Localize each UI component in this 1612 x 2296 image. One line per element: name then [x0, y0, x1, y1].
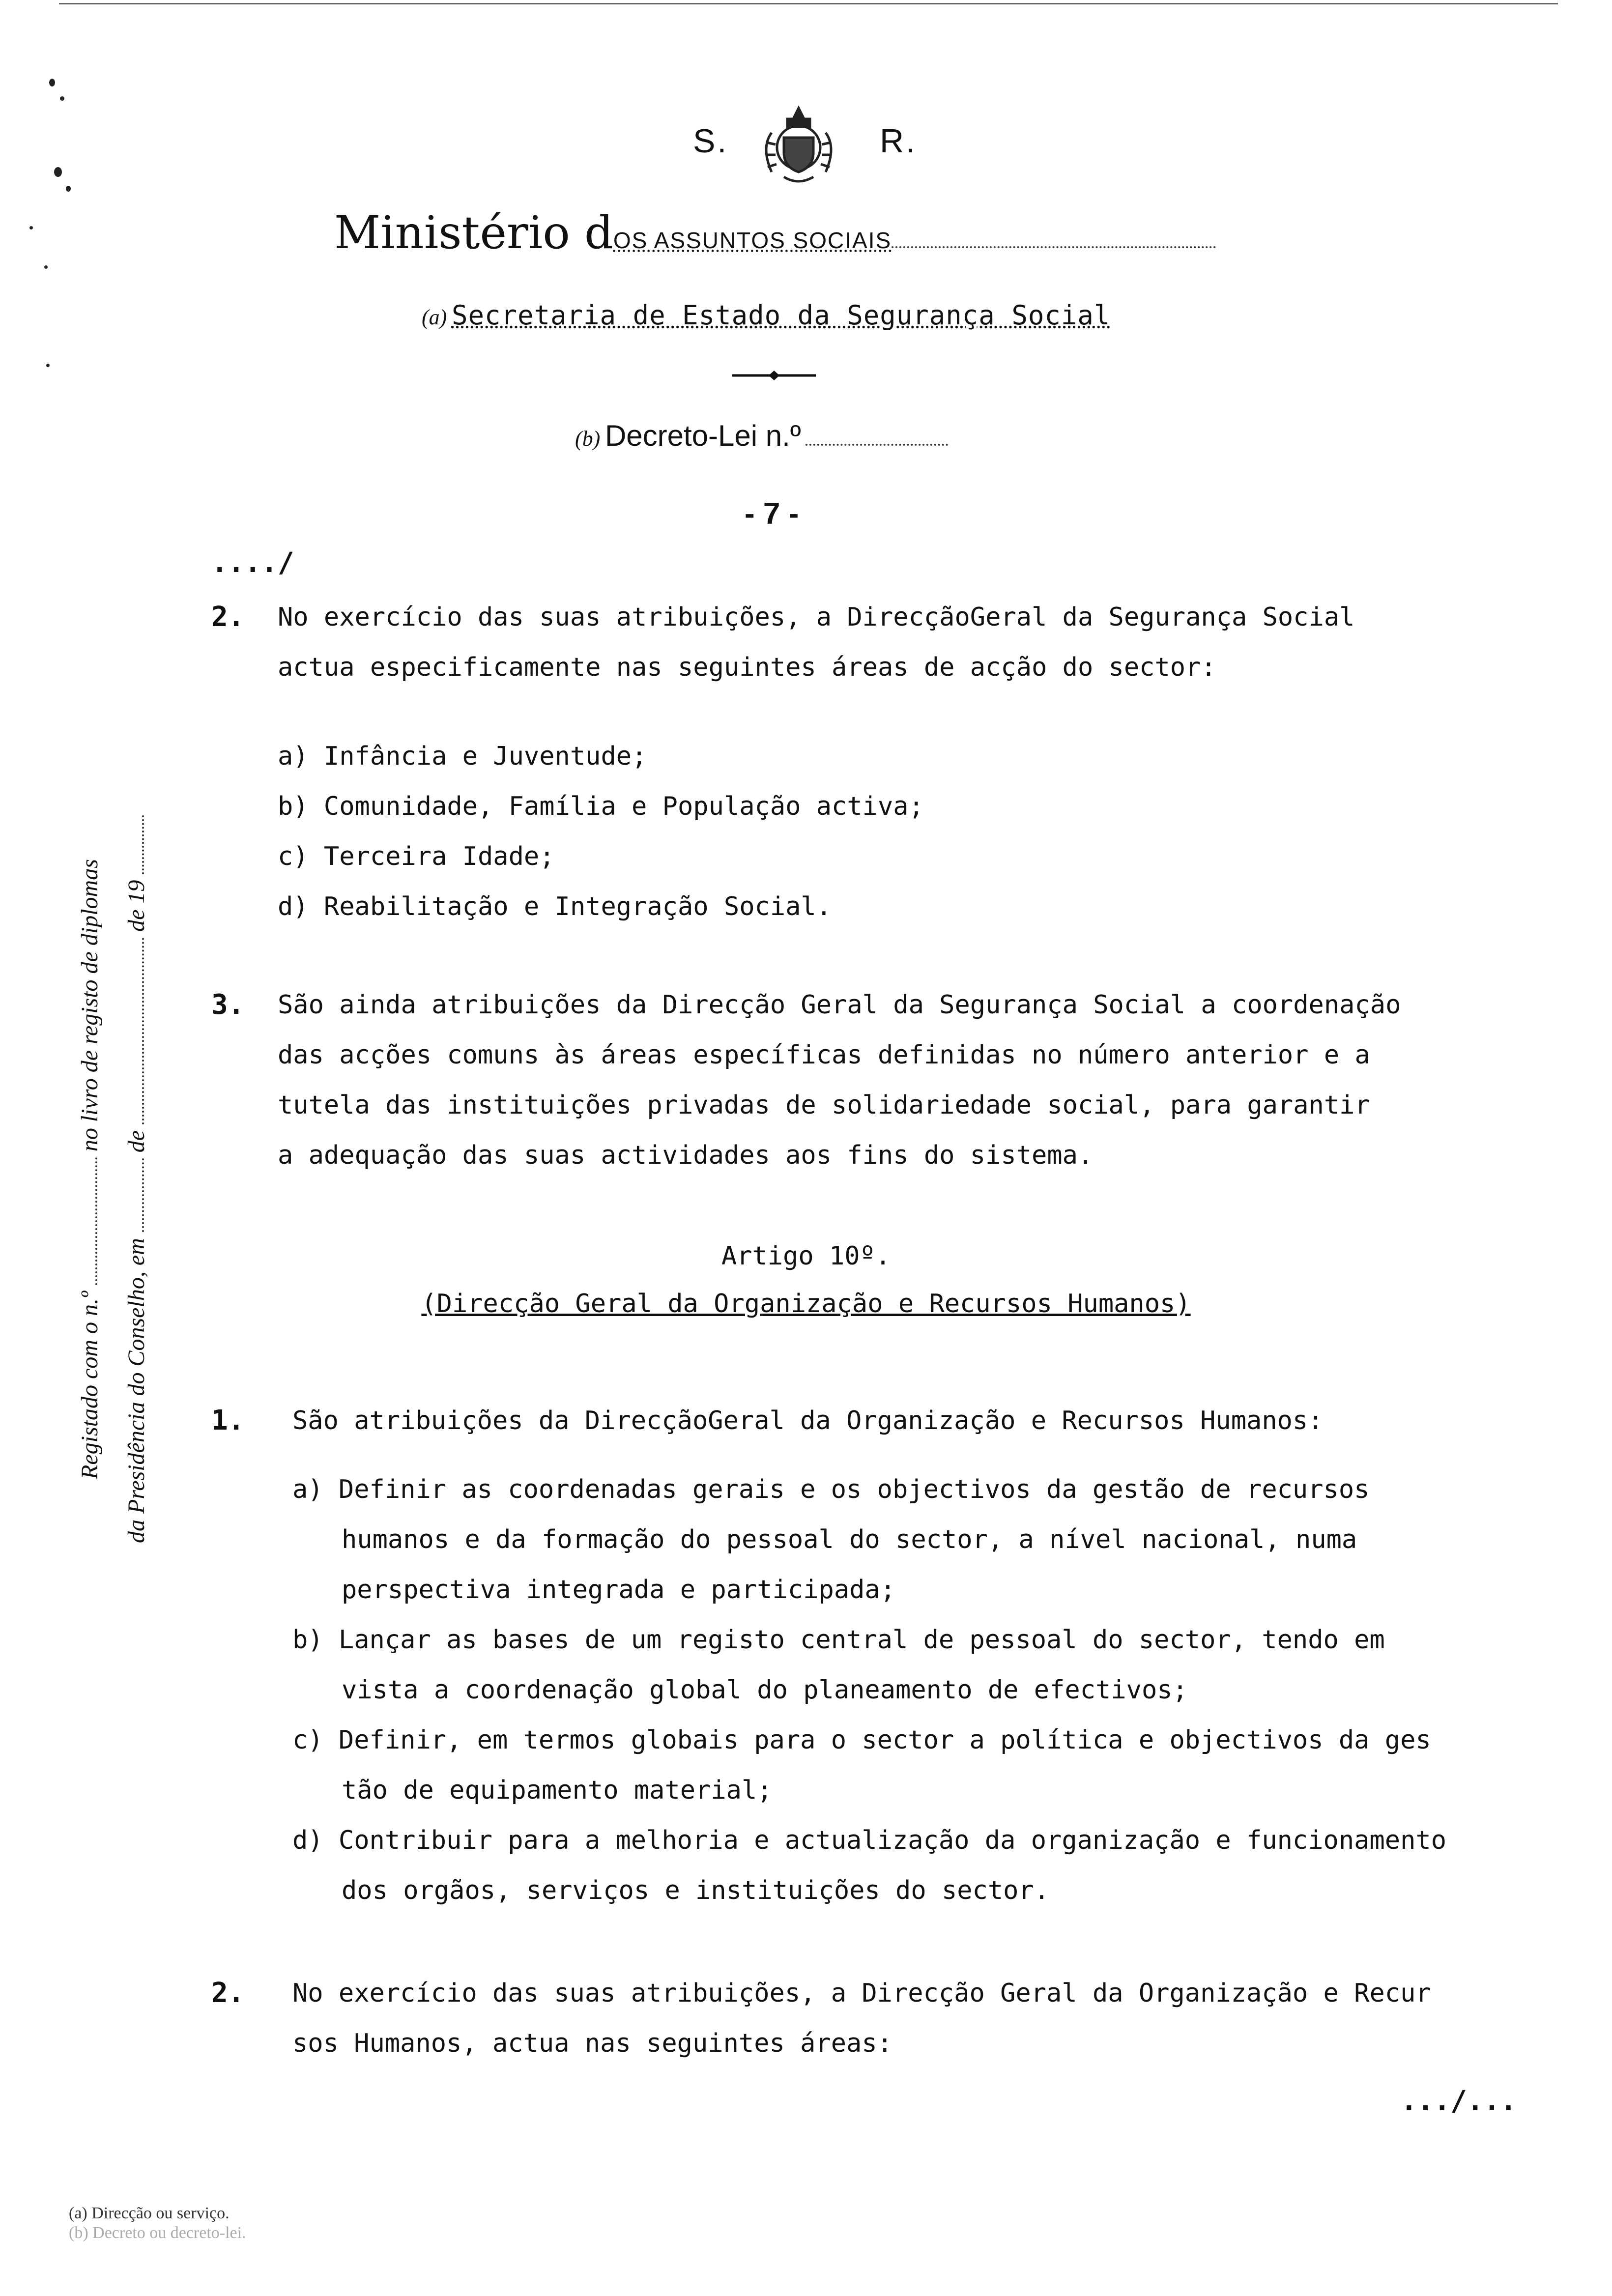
article-2-body: [292, 1968, 1431, 2068]
top-border-line: [59, 3, 1558, 4]
ministry-name: OS ASSUNTOS SOCIAIS: [613, 228, 892, 253]
article-2-line: sos Humanos, actua nas seguintes áreas:: [292, 2029, 892, 2058]
margin-text: da Presidência do Conselho, em: [123, 1238, 149, 1543]
scan-speck: [60, 96, 64, 101]
footnote-a: (a) Direcção ou serviço.: [69, 2204, 230, 2222]
section-3-number: 3.: [211, 989, 245, 1021]
list-item: a) Infância e Juventude;: [278, 742, 647, 771]
list-item: b) Comunidade, Família e População activa;: [278, 792, 924, 821]
list-item: d) Contribuir para a melhoria e actualização da organização e funcionamento: [292, 1826, 1446, 1855]
margin-text: de 19: [123, 880, 149, 932]
article-subtitle: (Direcção Geral da Organização e Recursos Humanos): [421, 1289, 1191, 1319]
decreto-line: [575, 419, 948, 453]
article-2-line: No exercício das suas atribuições, a Direcção Geral da Organização e Recur: [292, 1979, 1431, 2008]
scan-speck: [44, 265, 48, 269]
article-1-list: [292, 1464, 1446, 1916]
decreto-fill-line: [806, 444, 948, 446]
secretaria-name: Secretaria de Estado da Segurança Social: [451, 300, 1111, 331]
list-item-continuation: tão de equipamento material;: [342, 1776, 773, 1805]
list-item: d) Reabilitação e Integração Social.: [278, 892, 832, 921]
emblem-left-letter: S.: [693, 122, 729, 160]
article-1-intro: São atribuições da DirecçãoGeral da Organização e Recursos Humanos:: [292, 1406, 1324, 1435]
section-2-line: No exercício das suas atribuições, a DirecçãoGeral da Segurança Social: [278, 603, 1355, 632]
article-2-number: 2.: [211, 1977, 245, 2009]
section-3-body: [278, 980, 1401, 1180]
emblem-right-letter: R.: [880, 122, 917, 160]
scan-speck: [46, 364, 50, 367]
section-2-line: actua especificamente nas seguintes áreas de acção do sector:: [278, 653, 1216, 682]
scan-speck: [29, 226, 33, 230]
section-3-line: São ainda atribuições da Direcção Geral da Segurança Social a coordenação: [278, 990, 1401, 1020]
ministry-fill-line: [892, 246, 1216, 248]
list-item: c) Definir, em termos globais para o sector a política e objectivos da ges: [292, 1725, 1431, 1755]
margin-text: no livro de registo de diplomas: [77, 859, 103, 1152]
coat-of-arms-icon: [757, 98, 840, 184]
continuation-bottom: .../...: [1401, 2085, 1517, 2117]
page-number: - 7 -: [745, 497, 799, 531]
footnote-b: (b) Decreto ou decreto-lei.: [69, 2224, 246, 2242]
list-item-continuation: dos orgãos, serviços e instituições do sector.: [342, 1876, 1050, 1905]
section-2-number: 2.: [211, 601, 245, 633]
section-2-body: [278, 592, 1354, 692]
margin-blank: [95, 1157, 97, 1285]
secretaria-line: [422, 300, 1110, 331]
article-title: Artigo 10º.: [721, 1241, 891, 1271]
secretaria-marker: (a): [422, 305, 447, 329]
list-item-continuation: perspectiva integrada e participada;: [342, 1575, 896, 1605]
section-2-list: [278, 731, 924, 932]
section-3-line: das acções comuns às áreas específicas definidas no número anterior e a: [278, 1040, 1370, 1070]
margin-blank: [142, 938, 144, 1124]
scan-speck: [49, 79, 55, 86]
divider-ornament-icon: [732, 370, 816, 381]
list-item: b) Lançar as bases de um registo central de pessoal do sector, tendo em: [292, 1625, 1385, 1655]
decreto-marker: (b): [575, 427, 601, 451]
decreto-label: Decreto-Lei n.º: [604, 419, 801, 452]
continuation-top: ..../: [211, 547, 294, 579]
list-item-continuation: vista a coordenação global do planeamento de efectivos;: [342, 1675, 1188, 1705]
section-3-line: a adequação das suas actividades aos fins do sistema.: [278, 1141, 1094, 1170]
scan-speck: [54, 167, 62, 177]
ministry-heading: [334, 206, 1216, 259]
margin-registration-line-1: [76, 859, 103, 1479]
margin-registration-line-2: [123, 815, 150, 1543]
article-1-number: 1.: [211, 1405, 245, 1436]
section-3-line: tutela das instituições privadas de solidariedade social, para garantir: [278, 1091, 1370, 1120]
list-item-continuation: humanos e da formação do pessoal do sector, a nível nacional, numa: [342, 1525, 1357, 1554]
margin-blank: [142, 815, 144, 874]
scan-speck: [66, 186, 71, 192]
margin-text: de: [123, 1130, 149, 1153]
list-item: a) Definir as coordenadas gerais e os objectivos da gestão de recursos: [292, 1475, 1370, 1504]
margin-blank: [142, 1158, 144, 1232]
list-item: c) Terceira Idade;: [278, 842, 555, 871]
margin-text: Registado com o n.º: [77, 1291, 103, 1479]
ministry-prefix: Ministério d: [334, 206, 613, 259]
